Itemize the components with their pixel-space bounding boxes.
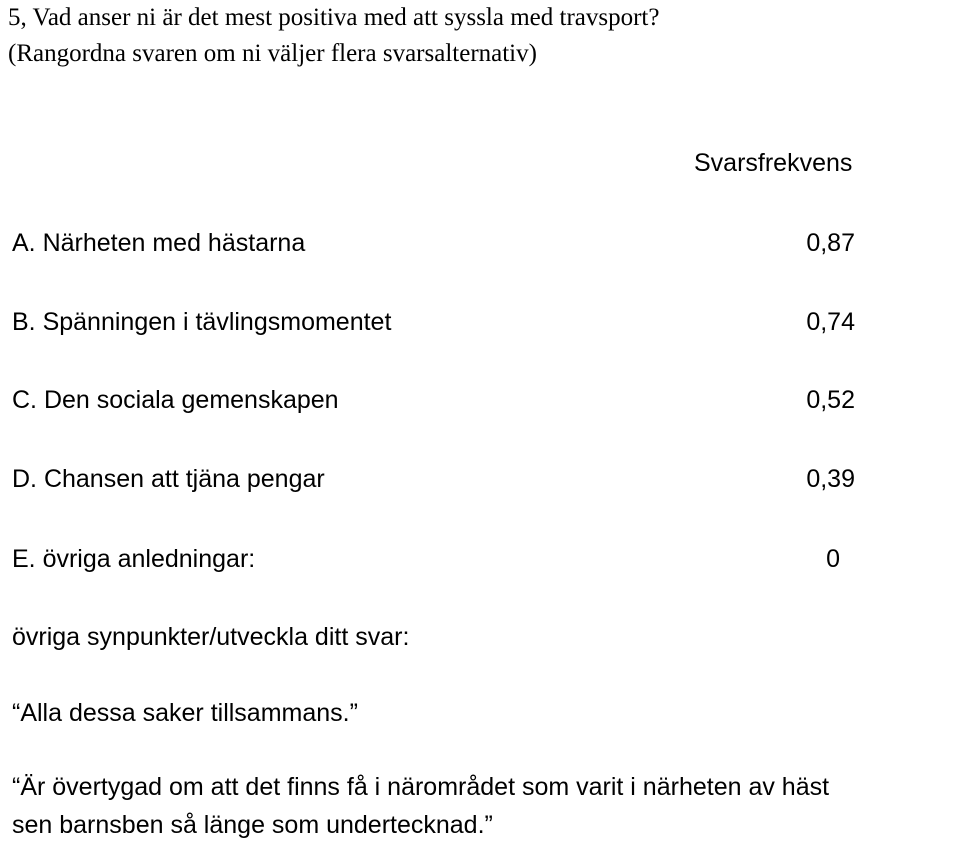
frequency-column-header: Svarsfrekvens — [694, 149, 853, 177]
answer-label-c: C. Den sociala gemenskapen — [12, 386, 339, 414]
answer-value-e: 0 — [826, 545, 840, 573]
question-line-2: (Rangordna svaren om ni väljer flera svarsalternativ) — [8, 40, 537, 67]
comment-2-line-1: “Är övertygad om att det finns få i närområdet som varit i närheten av häst — [12, 773, 830, 801]
answer-value-a: 0,87 — [806, 229, 855, 257]
answer-value-b: 0,74 — [806, 308, 855, 336]
answer-label-d: D. Chansen att tjäna pengar — [12, 465, 325, 493]
answer-value-d: 0,39 — [806, 465, 855, 493]
answer-value-c: 0,52 — [806, 386, 855, 414]
comments-heading: övriga synpunkter/utveckla ditt svar: — [12, 623, 410, 651]
comment-2-line-2: sen barnsben så länge som undertecknad.” — [12, 811, 493, 839]
answer-label-a: A. Närheten med hästarna — [12, 229, 306, 257]
comment-1: “Alla dessa saker tillsammans.” — [12, 699, 358, 727]
question-title — [8, 0, 659, 72]
answer-label-e: E. övriga anledningar: — [12, 545, 256, 573]
answer-label-b: B. Spänningen i tävlingsmomentet — [12, 308, 392, 336]
question-line-1: 5, Vad anser ni är det mest positiva med att syssla med travsport? — [8, 4, 660, 31]
